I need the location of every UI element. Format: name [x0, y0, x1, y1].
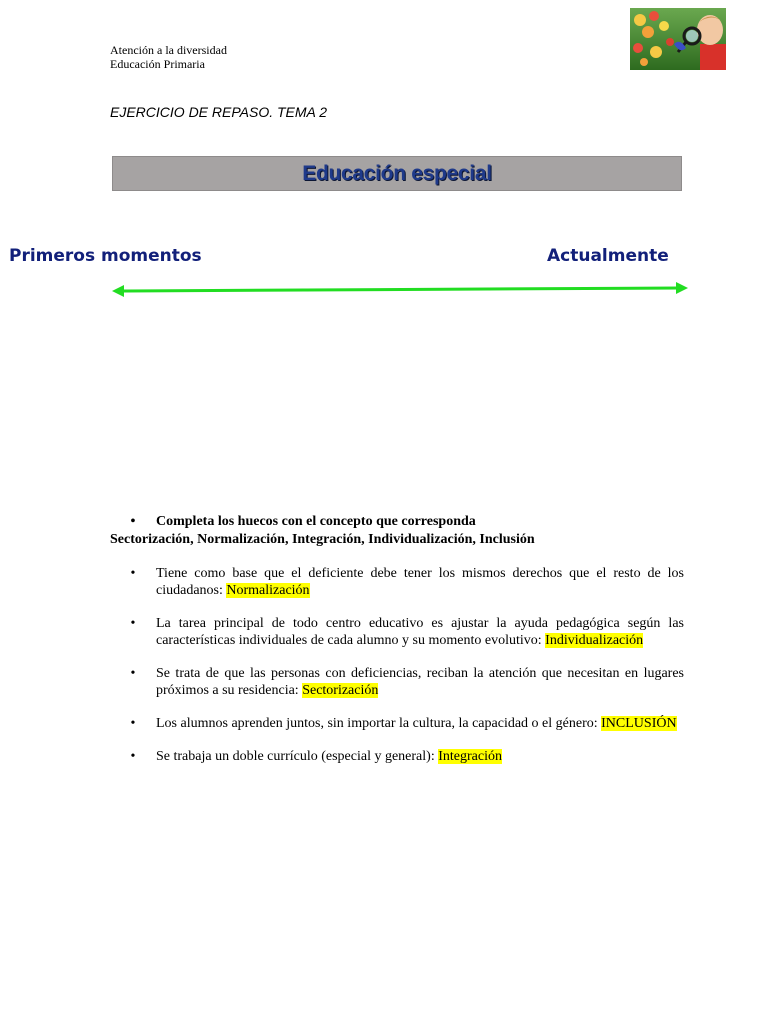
photo-illustration — [630, 8, 726, 70]
bullet-icon: • — [130, 514, 136, 529]
list-item — [110, 665, 684, 699]
answer-highlight: Normalización — [226, 583, 310, 598]
instruction-line — [110, 514, 535, 530]
section-banner — [112, 156, 682, 191]
concept-list: Sectorización, Normalización, Integración, Individualización, Inclusión — [110, 532, 535, 547]
timeline-left-label: Primeros momentos — [9, 246, 202, 266]
bullet-icon: • — [130, 566, 136, 581]
item-text: La tarea principal de todo centro educativo es ajustar la ayuda pedagógica según las características individuales de cada alumno y su momento evolutivo: — [156, 616, 684, 648]
document-header — [110, 43, 227, 71]
bullet-icon: • — [130, 716, 136, 731]
instructions-block — [110, 514, 535, 548]
list-item — [110, 615, 684, 649]
exercise-items — [110, 565, 684, 781]
exercise-title: EJERCICIO DE REPASO. TEMA 2 — [110, 104, 328, 120]
bullet-icon: • — [130, 616, 136, 631]
item-text: Se trata de que las personas con deficiencias, reciban la atención que necesitan en lugares próximos a su residencia: — [156, 666, 684, 698]
answer-highlight: Sectorización — [302, 683, 379, 698]
timeline-right-label: Actualmente — [547, 246, 669, 266]
instruction-text: Completa los huecos con el concepto que corresponda — [156, 514, 476, 529]
timeline-double-arrow — [108, 280, 692, 300]
bullet-icon: • — [130, 749, 136, 764]
item-text: Tiene como base que el deficiente debe tener los mismos derechos que el resto de los ciudadanos: — [156, 566, 684, 598]
header-line-1: Atención a la diversidad — [110, 43, 227, 57]
answer-highlight: Individualización — [545, 633, 644, 648]
list-item — [110, 748, 684, 765]
child-with-magnifier-photo — [630, 8, 726, 70]
list-item — [110, 715, 684, 732]
header-line-2: Educación Primaria — [110, 57, 205, 71]
list-item — [110, 565, 684, 599]
bullet-icon: • — [130, 666, 136, 681]
item-text: Los alumnos aprenden juntos, sin importar la cultura, la capacidad o el género: — [156, 716, 602, 731]
answer-highlight: Integración — [438, 749, 502, 764]
answer-highlight: INCLUSIÓN — [601, 716, 677, 731]
banner-title: Educación especial — [302, 161, 492, 185]
item-text: Se trabaja un doble currículo (especial y general): — [156, 749, 439, 764]
